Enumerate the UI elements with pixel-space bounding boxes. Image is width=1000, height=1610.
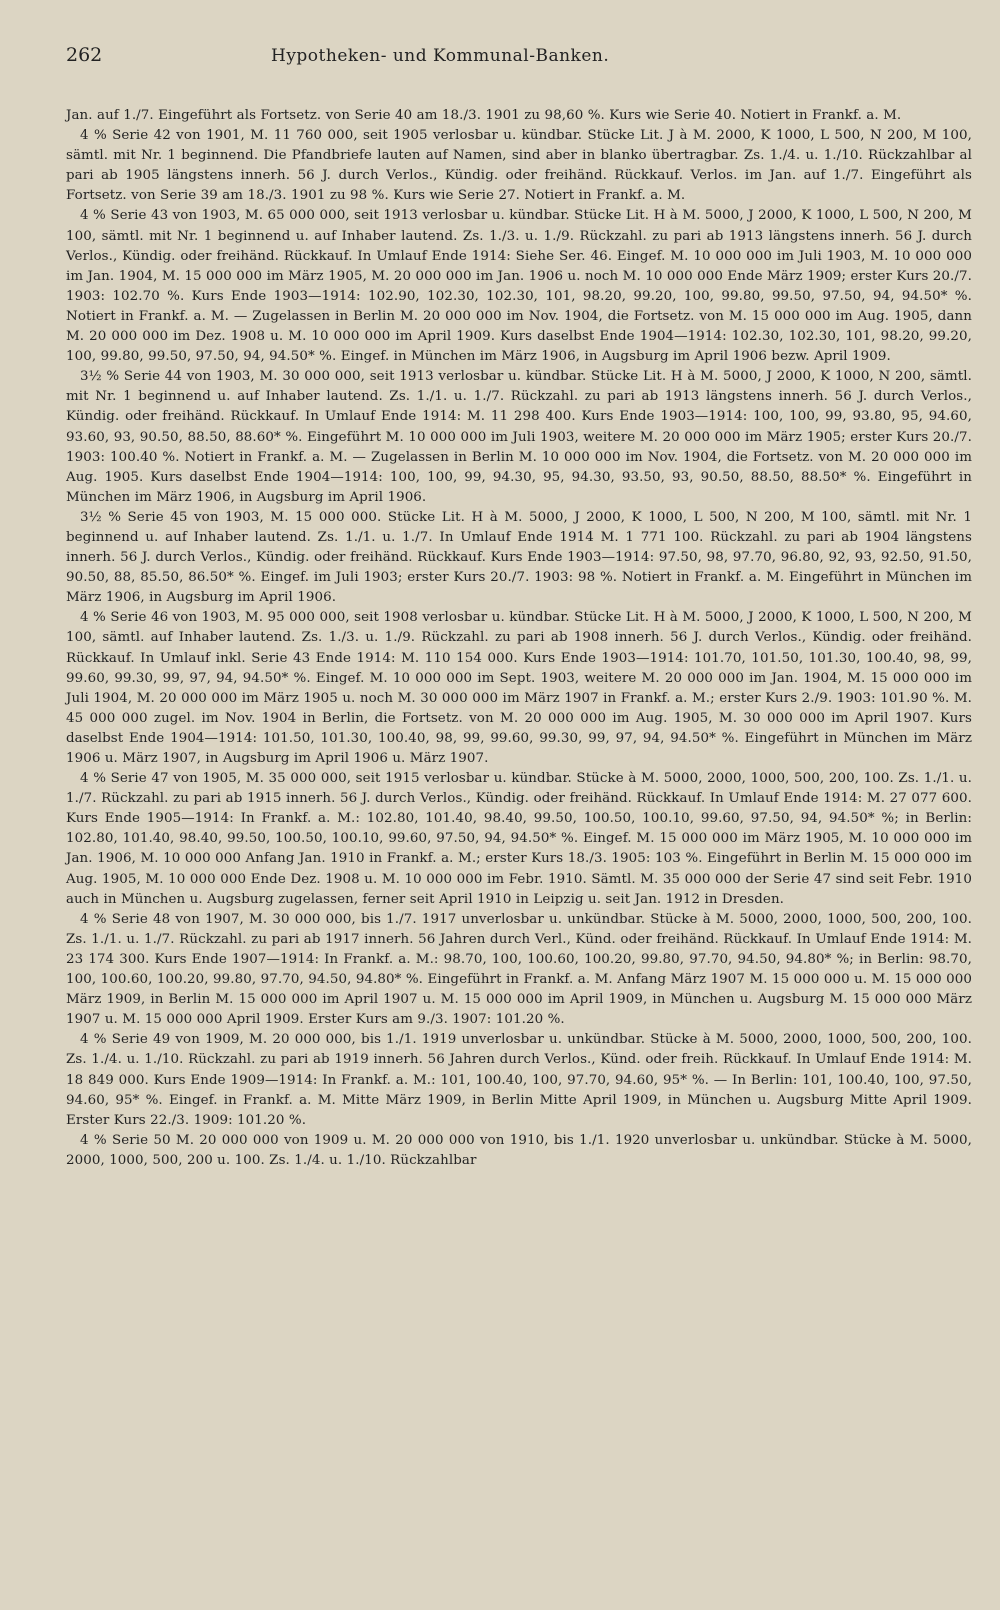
running-head: Hypotheken- und Kommunal-Banken. [271,46,610,66]
paragraph-serie-50: 4 % Serie 50 M. 20 000 000 von 1909 u. M. 20 000 000 von 1910, bis 1./1. 1920 unverlosbar u. unkündbar. Stücke à M. 5000, 2000, 1000, 500, 200 u. 100. Zs. 1./4. u. 1./10. Rückzahlbar [66,1132,972,1168]
paragraph-serie-49: 4 % Serie 49 von 1909, M. 20 000 000, bis 1./1. 1919 unverlosbar u. unkündbar. Stücke à M. 5000, 2000, 1000, 500, 200, 100. Zs. 1./4. u. 1./10. Rückzahl. zu pari ab 1919 innerh. 56 Jahren durch Verlos., Künd. oder freih. Rückkauf. In Umlauf Ende 1914: M. 18 849 000. Kurs Ende 1909—1914: In Frankf. a. M.: 101, 100.40, 100, 97.70, 94.60, 95* %. — In Berlin: 101, 100.40, 100, 97.50, 94.60, 95* %. Eingef. in Frankf. a. M. Mitte März 1909, in Berlin Mitte April 1909, in München u. Augsburg Mitte April 1909. Erster Kurs 22./3. 1909: 101.20 %. [66,1032,972,1128]
paragraph-serie-43: 4 % Serie 43 von 1903, M. 65 000 000, seit 1913 verlosbar u. kündbar. Stücke Lit. H à M. 5000, J 2000, K 1000, L 500, N 200, M 100, sämtl. mit Nr. 1 beginnend u. auf Inhaber lautend. Zs. 1./3. u. 1./9. Rückzahl. zu pari ab 1913 längstens innerh. 56 J. durch Verlos., Kündig. oder freihänd. Rückkauf. In Umlauf Ende 1914: Siehe Ser. 46. Eingef. M. 10 000 000 im Juli 1903, M. 10 000 000 im Jan. 1904, M. 15 000 000 im März 1905, M. 20 000 000 im Jan. 1906 u. noch M. 10 000 000 Ende März 1909; erster Kurs 20./7. 1903: 102.70 %. Kurs Ende 1903—1914: 102.90, 102.30, 102.30, 101, 98.20, 99.20, 100, 99.80, 99.50, 97.50, 94, 94.50* %. Notiert in Frankf. a. M. — Zugelassen in Berlin M. 20 000 000 im Nov. 1904, die Fortsetz. von M. 15 000 000 im Aug. 1905, dann M. 20 000 000 im Dez. 1908 u. M. 10 000 000 im April 1909. Kurs daselbst Ende 1904—1914: 102.30, 102.30, 101, 98.20, 99.20, 100, 99.80, 99.50, 97.50, 94, 94.50* %. Eingef. in München im März 1906, in Augsburg im April 1906 bezw. April 1909. [66,208,972,365]
paragraph-serie-42: 4 % Serie 42 von 1901, M. 11 760 000, seit 1905 verlosbar u. kündbar. Stücke Lit. J à M. 2000, K 1000, L 500, N 200, M 100, sämtl. mit Nr. 1 beginnend. Die Pfandbriefe lauten auf Namen, sind aber in blanko übertragbar. Zs. 1./4. u. 1./10. Rückzahlbar al pari ab 1905 längstens innerh. 56 J. durch Verlos., Kündig. oder freihänd. Rückkauf. Verlos. im Jan. auf 1./7. Eingeführt als Fortsetz. von Serie 39 am 18./3. 1901 zu 98 %. Kurs wie Serie 27. Notiert in Frankf. a. M. [66,128,972,204]
paragraph-serie-45: 3½ % Serie 45 von 1903, M. 15 000 000. Stücke Lit. H à M. 5000, J 2000, K 1000, L 500, N 200, M 100, sämtl. mit Nr. 1 beginnend u. auf Inhaber lautend. Zs. 1./1. u. 1./7. In Umlauf Ende 1914 M. 1 771 100. Rückzahl. zu pari ab 1904 längstens innerh. 56 J. durch Verlos., Kündig. oder freihänd. Rückkauf. Kurs Ende 1903—1914: 97.50, 98, 97.70, 96.80, 92, 93, 92.50, 91.50, 90.50, 88, 85.50, 86.50* %. Eingef. im Juli 1903; erster Kurs 20./7. 1903: 98 %. Notiert in Frankf. a. M. Eingeführt in München im März 1906, in Augsburg im April 1906. [66,509,972,606]
paragraph-serie-47: 4 % Serie 47 von 1905, M. 35 000 000, seit 1915 verlosbar u. kündbar. Stücke à M. 5000, 2000, 1000, 500, 200, 100. Zs. 1./1. u. 1./7. Rückzahl. zu pari ab 1915 innerh. 56 J. durch Verlos., Kündig. oder freihänd. Rückkauf. In Umlauf Ende 1914: M. 27 077 600. Kurs Ende 1905—1914: In Frankf. a. M.: 102.80, 101.40, 98.40, 99.50, 100.50, 100.10, 99.60, 97.50, 94, 94.50* %; in Berlin: 102.80, 101.40, 98.40, 99.50, 100.50, 100.10, 99.60, 97.50, 94, 94.50* %. Eingef. M. 15 000 000 im März 1905, M. 10 000 000 im Jan. 1906, M. 10 000 000 Anfang Jan. 1910 in Frankf. a. M.; erster Kurs 18./3. 1905: 103 %. Eingeführt in Berlin M. 15 000 000 im Aug. 1905, M. 10 000 000 Ende Dez. 1908 u. M. 10 000 000 im Febr. 1910. Sämtl. M. 35 000 000 der Serie 47 sind seit Febr. 1910 auch in München u. Augsburg zugelassen, ferner seit April 1910 in Leipzig u. seit Jan. 1912 in Dresden. [66,771,972,907]
page-header [66,44,972,84]
page-number: 262 [66,44,103,66]
paragraph-serie-48: 4 % Serie 48 von 1907, M. 30 000 000, bis 1./7. 1917 unverlosbar u. unkündbar. Stücke à M. 5000, 2000, 1000, 500, 200, 100. Zs. 1./1. u. 1./7. Rückzahl. zu pari ab 1917 innerh. 56 Jahren durch Verl., Künd. oder freihänd. Rückkauf. In Umlauf Ende 1914: M. 23 174 300. Kurs Ende 1907—1914: In Frankf. a. M.: 98.70, 100, 100.60, 100.20, 99.80, 97.70, 94.50, 94.80* %; in Berlin: 98.70, 100, 100.60, 100.20, 99.80, 97.70, 94.50, 94.80* %. Eingeführt in Frankf. a. M. Anfang März 1907 M. 15 000 000 u. M. 15 000 000 März 1909, in Berlin M. 15 000 000 im April 1907 u. M. 15 000 000 im April 1909, in München u. Augsburg M. 15 000 000 März 1907 u. M. 15 000 000 April 1909. Erster Kurs am 9./3. 1907: 101.20 %. [66,911,972,1028]
paragraph-serie-44: 3½ % Serie 44 von 1903, M. 30 000 000, seit 1913 verlosbar u. kündbar. Stücke Lit. H à M. 5000, J 2000, K 1000, N 200, sämtl. mit Nr. 1 beginnend u. auf Inhaber lautend. Zs. 1./1. u. 1./7. Rückzahl. zu pari ab 1913 längstens innerh. 56 J. durch Verlos., Kündig. oder freihänd. Rückkauf. In Umlauf Ende 1914: M. 11 298 400. Kurs Ende 1903—1914: 100, 100, 99, 93.80, 95, 94.60, 93.60, 93, 90.50, 88.50, 88.60* %. Eingeführt M. 10 000 000 im Juli 1903, weitere M. 20 000 000 im März 1905; erster Kurs 20./7. 1903: 100.40 %. Notiert in Frankf. a. M. — Zugelassen in Berlin M. 10 000 000 im Nov. 1904, die Fortsetz. von M. 20 000 000 im Aug. 1905. Kurs daselbst Ende 1904—1914: 100, 100, 99, 94.30, 95, 94.30, 93.50, 93, 90.50, 88.50, 88.50* %. Eingeführt in München im März 1906, in Augsburg im April 1906. [66,369,972,505]
paragraph-serie-46: 4 % Serie 46 von 1903, M. 95 000 000, seit 1908 verlosbar u. kündbar. Stücke Lit. H à M. 5000, J 2000, K 1000, L 500, N 200, M 100, sämtl. auf Inhaber lautend. Zs. 1./3. u. 1./9. Rückzahl. zu pari ab 1908 innerh. 56 J. durch Verlos., Kündig. oder freihänd. Rückkauf. In Umlauf inkl. Serie 43 Ende 1914: M. 110 154 000. Kurs Ende 1903—1914: 101.70, 101.50, 101.30, 100.40, 98, 99, 99.60, 99.30, 99, 97, 94, 94.50* %. Eingef. M. 10 000 000 im Sept. 1903, weitere M. 20 000 000 im Jan. 1904, M. 15 000 000 im Juli 1904, M. 20 000 000 im März 1905 u. noch M. 30 000 000 im März 1907 in Frankf. a. M.; erster Kurs 2./9. 1903: 101.90 %. M. 45 000 000 zugel. im Nov. 1904 in Berlin, die Fortsetz. von M. 20 000 000 im Aug. 1905, M. 30 000 000 im April 1907. Kurs daselbst Ende 1904—1914: 101.50, 101.30, 100.40, 98, 99, 99.60, 99.30, 99, 97, 94, 94.50* %. Eingeführt in München im März 1906 u. März 1907, in Augsburg im April 1906 u. März 1907. [66,610,972,766]
page-body [66,106,972,1171]
paragraph-serie-41-cont: Jan. auf 1./7. Eingeführt als Fortsetz. von Serie 40 am 18./3. 1901 zu 98,60 %. Kurs wie Serie 40. Notiert in Frankf. a. M. [66,108,902,123]
